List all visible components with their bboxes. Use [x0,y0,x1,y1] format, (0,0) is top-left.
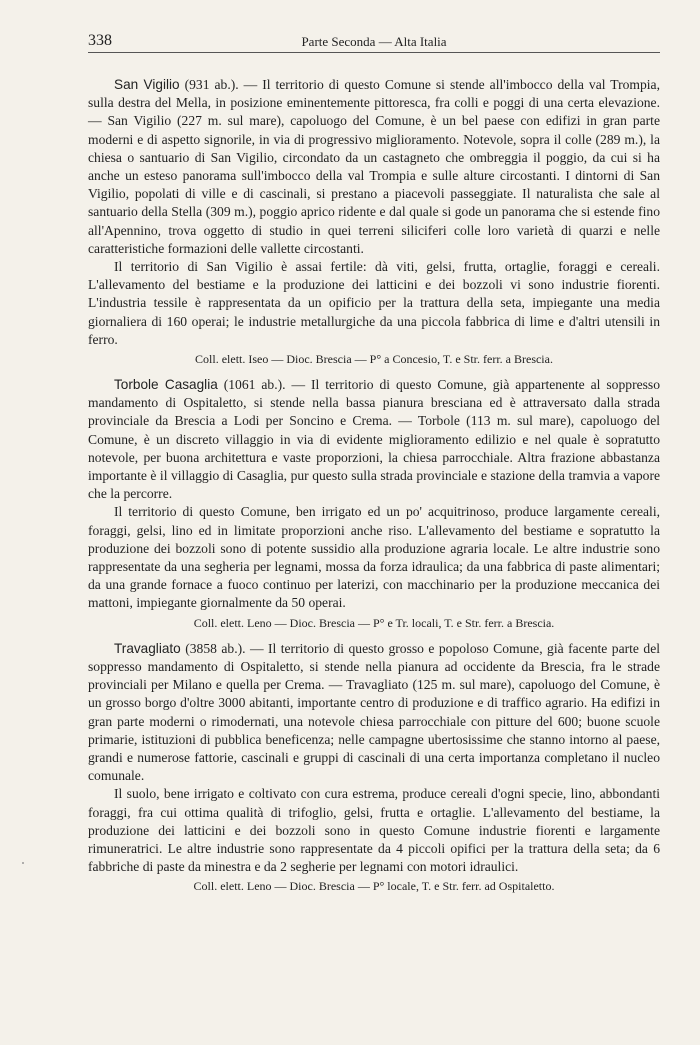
running-title: Parte Seconda — Alta Italia [301,34,447,49]
collegio-line: Coll. elett. Leno — Dioc. Brescia — P° locale, T. e Str. ferr. ad Ospitaletto. [193,879,555,894]
margin-dot [22,862,24,864]
entry-description: (1061 ab.). — Il territorio di questo Comune, già appartenente al soppresso mandamento di Ospitaletto, si stende nella bassa pianura bresciana ed è attraversato dalla strada provinciale da Brescia a Lodi per Soncino e Crema. — Torbole (113 m. sul mare), capoluogo del Comune, è un discreto villaggio in via di evidente miglioramento edilizio e nel quale è sopratutto notevole, per buona architettura e vaste proporzioni, la chiesa parrocchiale. Altra frazione abbastanza importante è il villaggio di Casaglia, pur questo sulla strada provinciale e stazione della tramvia a vapore che la percorre. [88,377,661,502]
page-header [88,30,660,53]
entry-paragraph: Il territorio di San Vigilio è assai fertile: dà viti, gelsi, frutta, ortaglie, foraggi e cereali. L'allevamento del bestiame e la produzione dei latticini e dei bozzoli vi sono industrie fiorenti. L'industria tessile è rappresentata da un opificio per la trattura della seta, impiegante una media giornaliera di 160 operai; le industrie metallurgiche da una piccola fabbrica di lime e d'altri utensili in ferro. [88,259,660,347]
entry-paragraph: Il territorio di questo Comune, ben irrigato ed un po' acquitrinoso, produce largamente cereali, foraggi, gelsi, lino ed in limitate proporzioni anche riso. L'allevamento del bestiame e sopratutto la produzione dei bozzoli sono di potente sussidio alla produzione agraria locale. Le altre industrie sono rappresentate da una segheria per legnami, mossa da forza idraulica; da una fabbrica di paste alimentari; da una grande fornace a fuoco continuo per laterizi, con macchinario per la produzione meccanica dei mattoni, impiegante giornalmente da 50 operai. [88,504,660,611]
entry-san-vigilio [88,76,660,258]
entry-description: (3858 ab.). — Il territorio di questo grosso e popoloso Comune, già facente parte del soppresso mandamento di Ospitaletto, si stende nella pianura ad occidente da Brescia, fra le strade provinciali per Milano e quella per Crema. — Travagliato (125 m. sul mare), capoluogo del Comune, è un grosso borgo d'oltre 3000 abitanti, importante centro di produzione e di traffico agrario. Ha edifizi in gran parte moderni o rimodernati, una notevole chiesa parrocchiale con pitture del 600; buone scuole primarie, istituzioni di pubblica beneficenza; nelle campagne ubertosissime che stanno intorno al paese, grandi e numerose fattorie, cascinali e gruppi di cascinali di una certa importanza completano il nucleo comunale. [88,640,660,784]
entry-paragraph: Il suolo, bene irrigato e coltivato con cura estrema, produce cereali d'ogni specie, lino, abbondanti foraggi, fra cui ottima qualità di trifoglio, gelsi, frutta e ortaglie. L'allevamento del bestiame, la produzione dei latticini e dei bozzoli sono in questo Comune industrie fiorenti e largamente rimuneratrici. Le altre industrie sono rappresentate da 4 piccoli opifici per la trattura della seta; da 6 fabbriche di paste da minestra e da 2 segherie per legnami con motori idraulici. [88,786,660,875]
entry-name: Torbole Casaglia [114,377,218,393]
entry-name: San Vigilio [114,77,180,92]
collegio-line: Coll. elett. Iseo — Dioc. Brescia — P° a Concesio, T. e Str. ferr. a Brescia. [195,352,553,367]
entry-torbole-casaglia [88,376,660,503]
entry-description: (931 ab.). — Il territorio di questo Comune si stende all'imbocco della val Trompia, sulla destra del Mella, in posizione eminentemente pittoresca, fra colli e poggi di una certa elevazione. — San Vigilio (227 m. sul mare), capoluogo del Comune, è un bel paese con edifizi in gran parte moderni e di aspetto signorile, in via di progressivo miglioramento. Notevole, sopra il colle (289 m.), la chiesa o santuario di San Vigilio, circondato da un castagneto che ombreggia il poggio, da cui si ha anche un esteso panorama sull'imbocco della val Trompia e sulle alture circostanti. I dintorni di San Vigilio, popolati di ville e di cascinali, si prestano a piacevoli passeggiate. Il naturalista che sale al santuario della Stella (309 m.), poggio aprico ridente e dal quale si gode un panorama che si estende fino all'Apennino, trova oggetto di studio in quei terreni siliciferi colle loro varietà di quarzi e nelle caratteristiche formazioni delle vallette circostanti. [88,77,660,256]
entry-travagliato [88,640,660,786]
collegio-line: Coll. elett. Leno — Dioc. Brescia — P° e Tr. locali, T. e Str. ferr. a Brescia. [193,615,555,630]
entry-name: Travagliato [114,640,181,656]
page-body [88,76,660,903]
page-number: 338 [88,32,112,49]
